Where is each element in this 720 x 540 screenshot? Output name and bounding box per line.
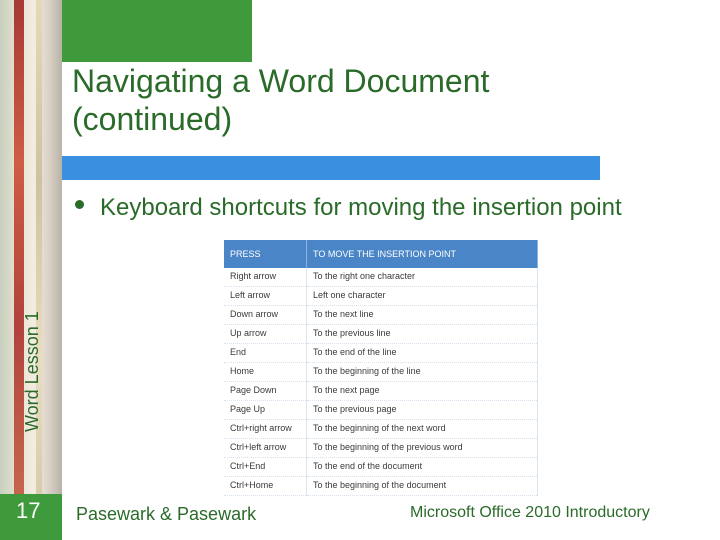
action-cell: To the next page	[307, 382, 538, 401]
decorative-fiber	[36, 0, 42, 540]
shortcut-table-container	[224, 240, 538, 496]
table-row	[224, 458, 538, 477]
table-row	[224, 401, 538, 420]
shortcut-table	[224, 240, 538, 496]
table-row	[224, 439, 538, 458]
table-header-move: TO MOVE THE INSERTION POINT	[307, 240, 538, 268]
action-cell: To the right one character	[307, 268, 538, 287]
table-row	[224, 363, 538, 382]
key-cell: Ctrl+Home	[224, 477, 307, 496]
action-cell: To the previous line	[307, 325, 538, 344]
bullet-icon	[75, 200, 84, 209]
key-cell: Ctrl+right arrow	[224, 420, 307, 439]
key-cell: Ctrl+End	[224, 458, 307, 477]
table-row	[224, 477, 538, 496]
action-cell: To the next line	[307, 306, 538, 325]
action-cell: To the beginning of the next word	[307, 420, 538, 439]
table-row	[224, 325, 538, 344]
action-cell: To the end of the document	[307, 458, 538, 477]
key-cell: Up arrow	[224, 325, 307, 344]
lesson-side-label: Word Lesson 1	[22, 311, 42, 432]
action-cell: Left one character	[307, 287, 538, 306]
table-row	[224, 306, 538, 325]
table-row	[224, 287, 538, 306]
decorative-left-stripe	[0, 0, 62, 540]
key-cell: End	[224, 344, 307, 363]
slide-number: 17	[16, 498, 41, 523]
title-line-1: Navigating a Word Document	[72, 63, 490, 99]
table-header-press: PRESS	[224, 240, 307, 268]
top-green-block	[62, 0, 252, 62]
table-row	[224, 382, 538, 401]
key-cell: Page Down	[224, 382, 307, 401]
decorative-red-band	[14, 0, 24, 540]
action-cell: To the beginning of the line	[307, 363, 538, 382]
table-body	[224, 268, 538, 496]
table-row	[224, 420, 538, 439]
key-cell: Left arrow	[224, 287, 307, 306]
key-cell: Home	[224, 363, 307, 382]
footer-course: Microsoft Office 2010 Introductory	[410, 504, 650, 521]
table-header-row	[224, 240, 538, 268]
bullet-text: Keyboard shortcuts for moving the insertion point	[100, 194, 622, 221]
action-cell: To the beginning of the document	[307, 477, 538, 496]
table-row	[224, 344, 538, 363]
action-cell: To the beginning of the previous word	[307, 439, 538, 458]
slide-title	[72, 62, 672, 138]
key-cell: Ctrl+left arrow	[224, 439, 307, 458]
action-cell: To the previous page	[307, 401, 538, 420]
key-cell: Down arrow	[224, 306, 307, 325]
table-row	[224, 268, 538, 287]
title-underline-bar	[62, 156, 600, 180]
footer-authors: Pasewark & Pasewark	[76, 504, 257, 524]
action-cell: To the end of the line	[307, 344, 538, 363]
key-cell: Page Up	[224, 401, 307, 420]
key-cell: Right arrow	[224, 268, 307, 287]
title-line-2: (continued)	[72, 101, 233, 137]
